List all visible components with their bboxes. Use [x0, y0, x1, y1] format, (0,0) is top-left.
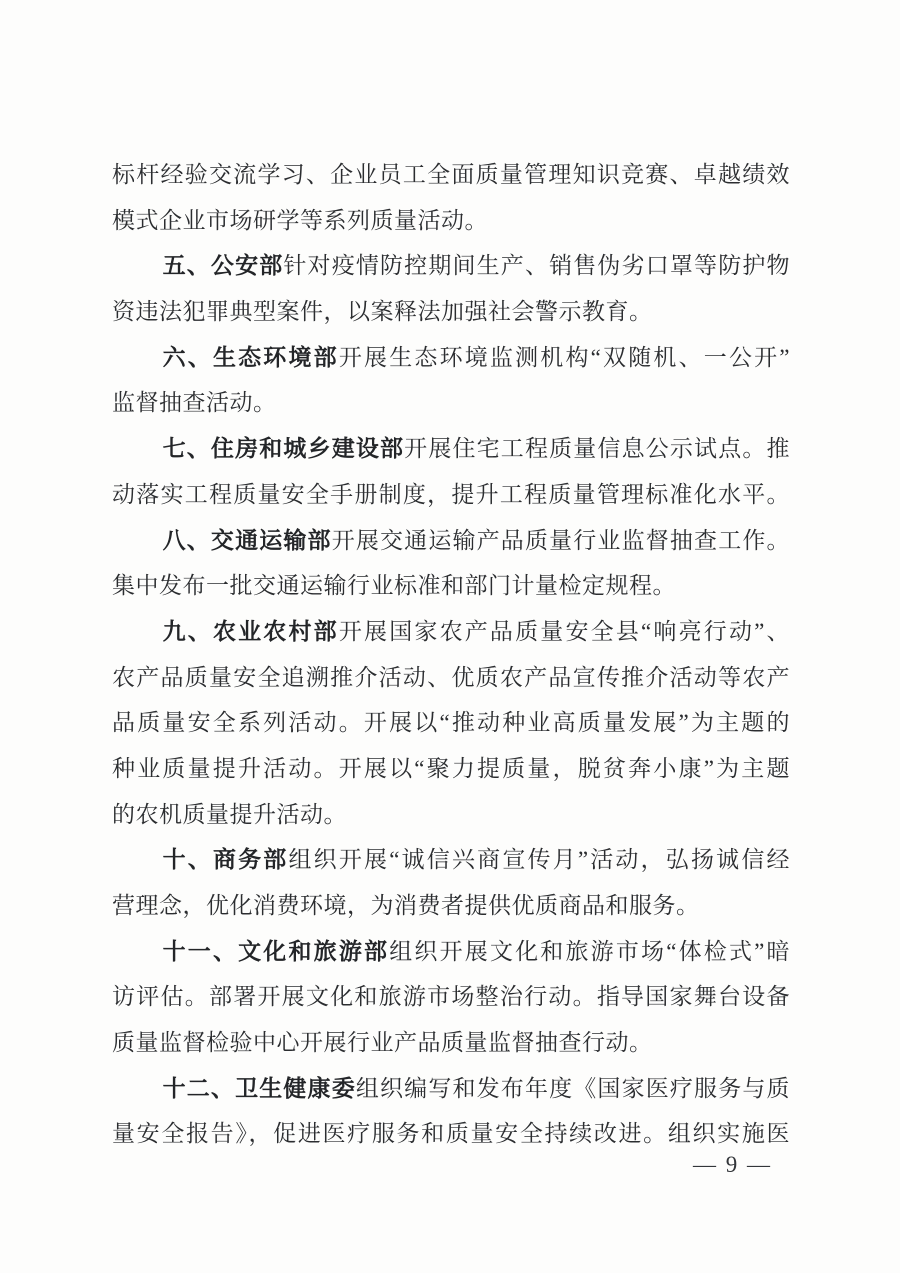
- document-line: [112, 974, 790, 1020]
- paragraph-text-segment: 组织编写和发布年度《国家医疗服务与质: [355, 1075, 790, 1101]
- document-line: [112, 289, 790, 335]
- paragraph-text-segment: 集中发布一批交通运输行业标准和部门计量检定规程。: [112, 573, 676, 599]
- paragraph-text-segment: 模式企业市场研学等系列质量活动。: [112, 207, 488, 233]
- paragraph-text-segment: 组织开展“诚信兴商宣传月”活动，弘扬诚信经: [288, 847, 791, 873]
- page-number: — 9 —: [693, 1152, 772, 1177]
- paragraph-text-segment: 标杆经验交流学习、企业员工全面质量管理知识竞赛、卓越绩效: [112, 162, 790, 187]
- paragraph-text-segment: 种业质量提升活动。开展以“聚力提质量，脱贫奔小康”为主题: [112, 755, 790, 781]
- paragraph-heading-segment: 十一、文化和旅游部: [162, 938, 390, 964]
- document-line: [112, 1020, 790, 1066]
- paragraph-heading-segment: 十、商务部: [162, 847, 289, 873]
- document-line: [112, 700, 790, 746]
- paragraph-text-segment: 开展生态环境监测机构“双随机、一公开”: [338, 344, 791, 370]
- paragraph-heading-segment: 十二、卫生健康委: [162, 1075, 356, 1101]
- document-line: [112, 883, 790, 929]
- document-line: [112, 426, 790, 472]
- paragraph-heading-segment: 五、公安部: [162, 253, 284, 279]
- document-line: [112, 243, 790, 289]
- paragraph-text-segment: 动落实工程质量安全手册制度，提升工程质量管理标准化水平。: [112, 481, 790, 507]
- document-line: [112, 518, 790, 564]
- document-line: [112, 609, 790, 655]
- document-line: [112, 1066, 790, 1112]
- document-line: [112, 335, 790, 381]
- document-line: [112, 198, 790, 244]
- paragraph-text-segment: 品质量安全系列活动。开展以“推动种业高质量发展”为主题的: [112, 710, 790, 736]
- document-line: [112, 380, 790, 426]
- paragraph-text-segment: 营理念，优化消费环境，为消费者提供优质商品和服务。: [112, 893, 700, 918]
- document-line: [112, 563, 790, 609]
- document-line: [112, 746, 790, 792]
- document-line: [112, 472, 790, 518]
- paragraph-text-segment: 访评估。部署开展文化和旅游市场整治行动。指导国家舞台设备: [112, 984, 790, 1010]
- document-line: [112, 1111, 790, 1157]
- paragraph-text-segment: 组织开展文化和旅游市场“体检式”暗: [389, 938, 791, 964]
- paragraph-text-segment: 开展国家农产品质量安全县“响亮行动”、: [338, 618, 791, 644]
- document-body: [112, 152, 790, 1157]
- paragraph-text-segment: 农产品质量安全追溯推介活动、优质农产品宣传推介活动等农产: [112, 664, 790, 690]
- document-line: [112, 792, 790, 838]
- document-line: [112, 837, 790, 883]
- paragraph-heading-segment: 七、住房和城乡建设部: [162, 436, 405, 462]
- paragraph-text-segment: 针对疫情防控期间生产、销售伪劣口罩等防护物: [283, 253, 790, 279]
- document-line: [112, 929, 790, 975]
- paragraph-heading-segment: 六、生态环境部: [162, 344, 339, 370]
- document-line: [112, 152, 790, 198]
- paragraph-text-segment: 的农机质量提升活动。: [112, 801, 347, 827]
- paragraph-text-segment: 开展交通运输产品质量行业监督抽查工作。: [331, 527, 790, 553]
- paragraph-text-segment: 监督抽查活动。: [112, 390, 277, 416]
- paragraph-text-segment: 质量监督检验中心开展行业产品质量监督抽查行动。: [112, 1030, 653, 1056]
- paragraph-text-segment: 资违法犯罪典型案件，以案释法加强社会警示教育。: [112, 299, 653, 325]
- paragraph-heading-segment: 八、交通运输部: [162, 527, 332, 553]
- paragraph-text-segment: 量安全报告》，促进医疗服务和质量安全持续改进。组织实施医: [112, 1121, 790, 1147]
- paragraph-text-segment: 开展住宅工程质量信息公示试点。推: [404, 436, 790, 462]
- paragraph-heading-segment: 九、农业农村部: [162, 618, 339, 644]
- document-line: [112, 655, 790, 701]
